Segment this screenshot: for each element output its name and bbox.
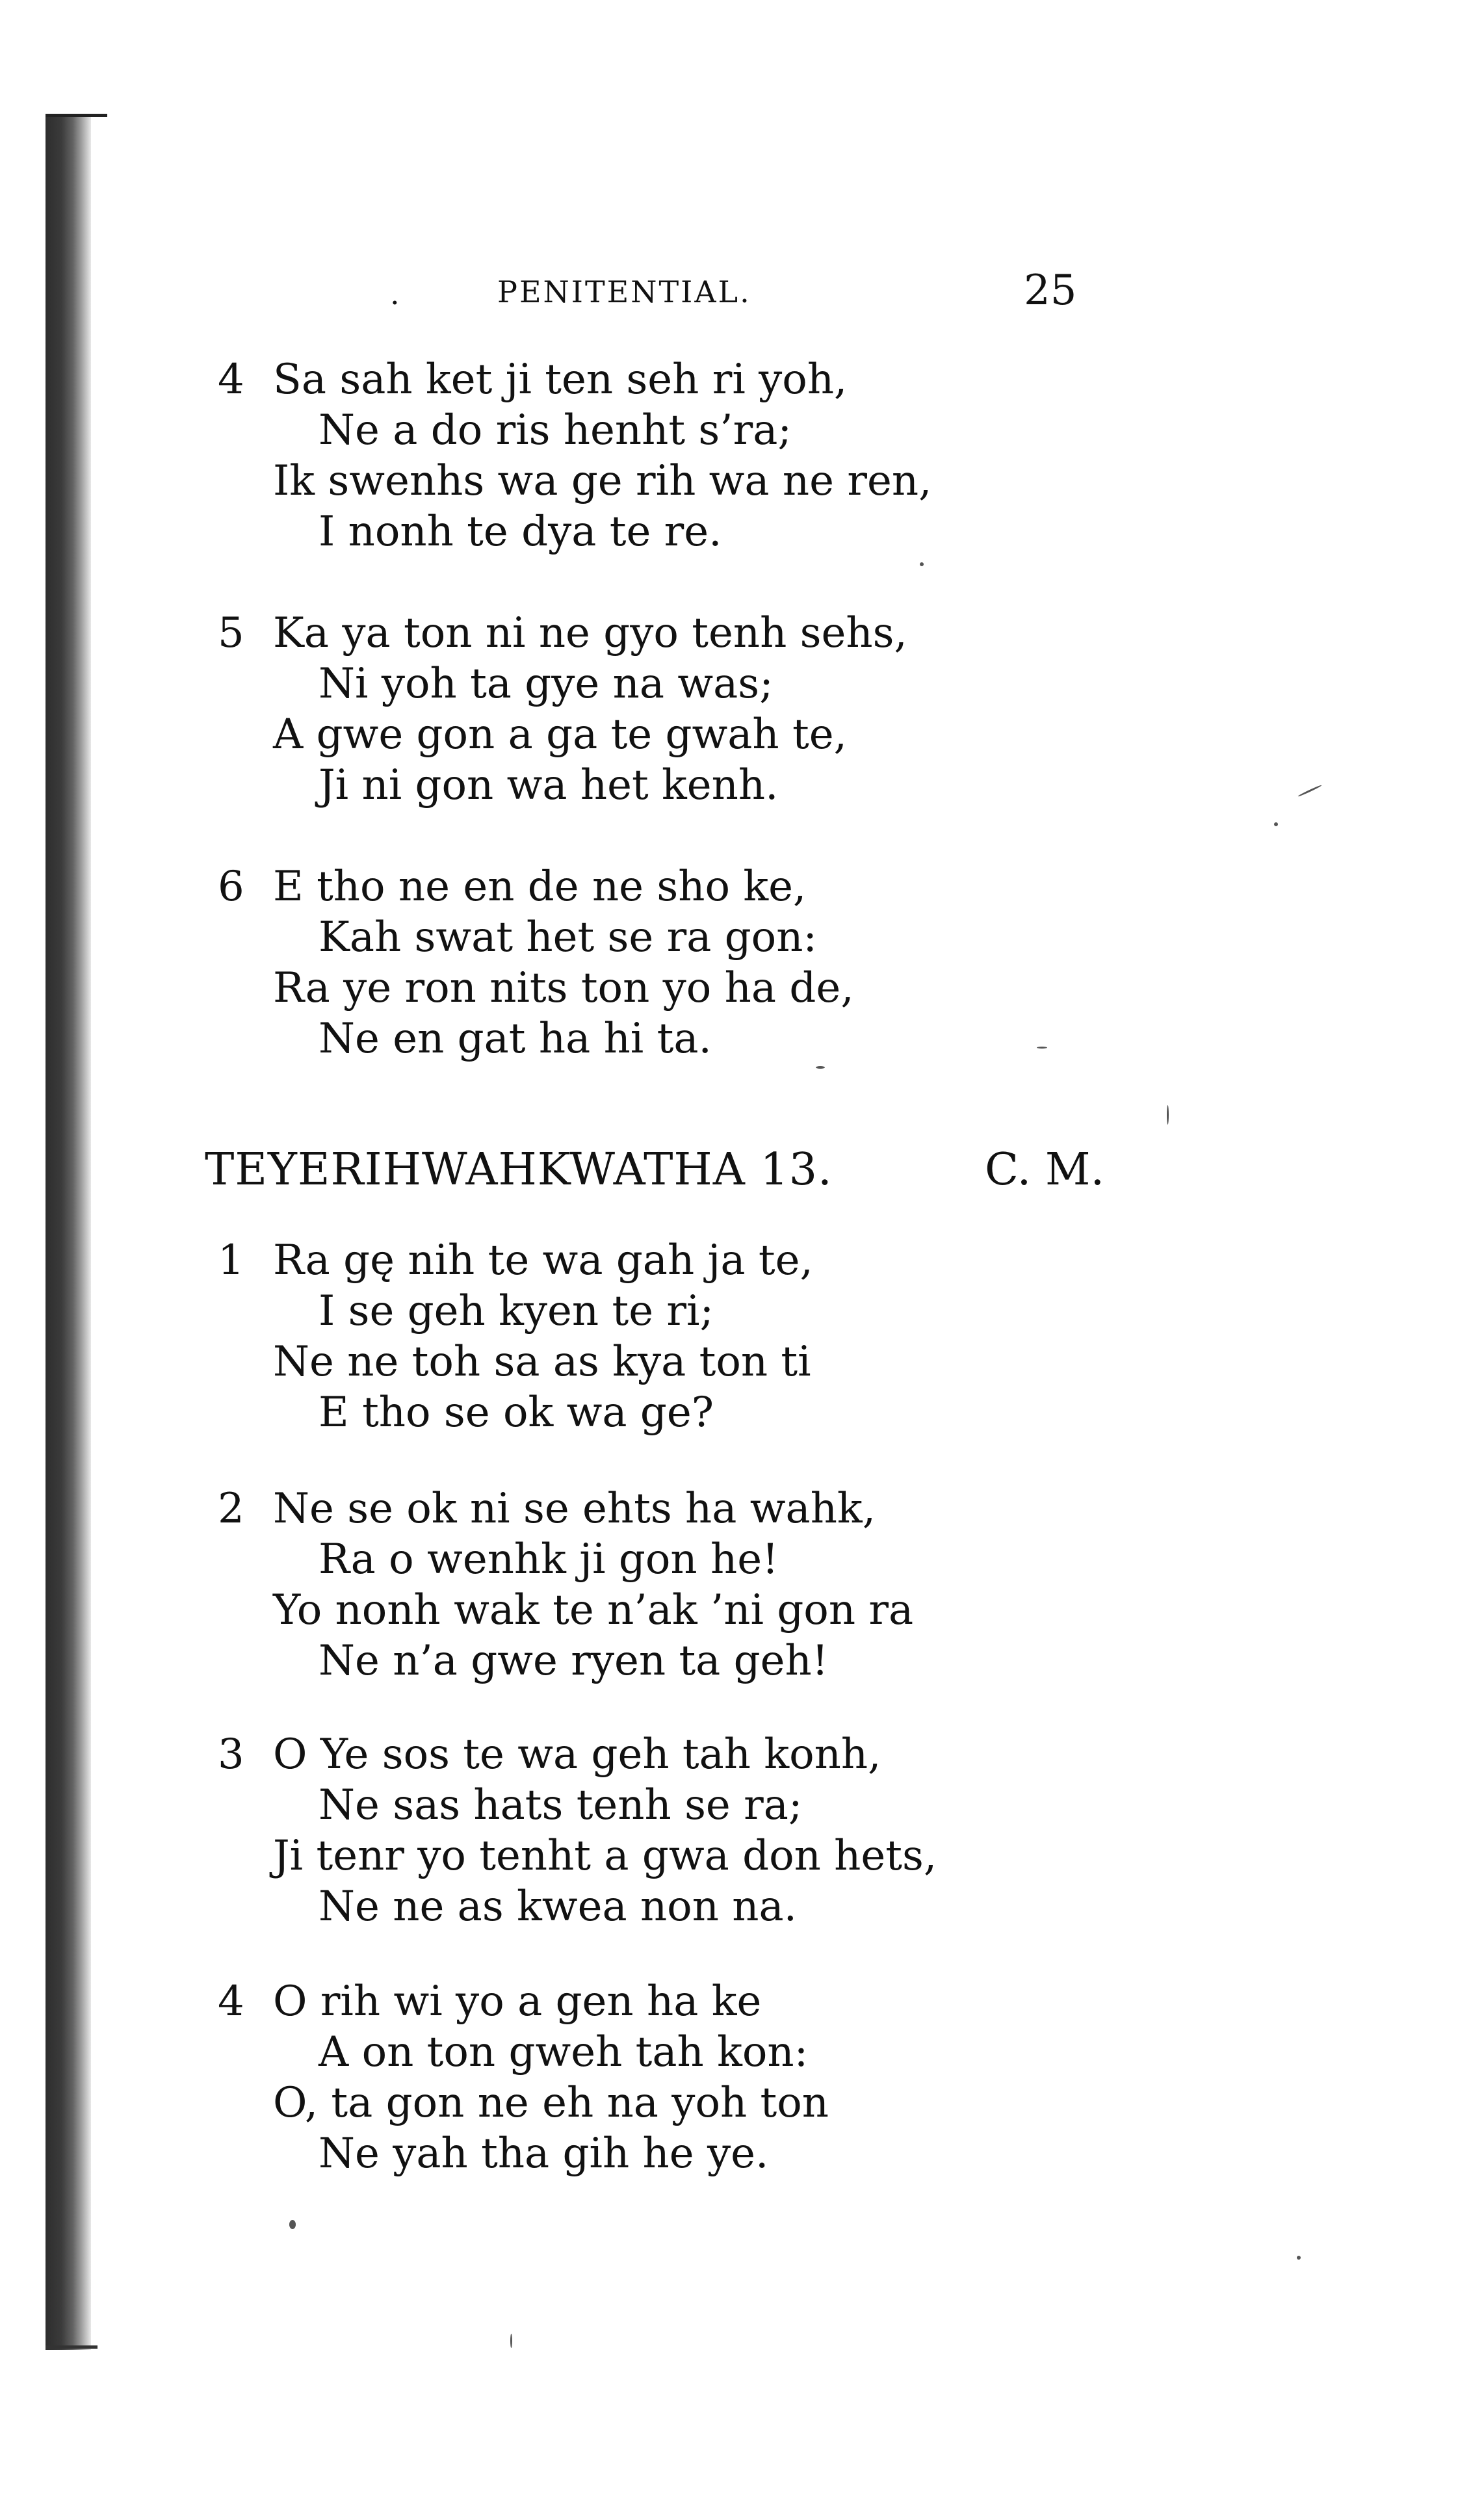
verse-line: E tho ne en de ne sho ke, bbox=[273, 863, 807, 911]
verse-line: Ne ne toh sa as kya ton ti bbox=[273, 1338, 811, 1386]
verse-line: Ka ya ton ni ne gyo tenh sehs, bbox=[273, 609, 907, 657]
spine-top-rule bbox=[46, 114, 107, 117]
verse-line: Ji tenr yo tenht a gwa don hets, bbox=[273, 1832, 937, 1880]
verse-line: A on ton gweh tah kon: bbox=[319, 2028, 809, 2076]
verse-line: O, ta gon ne eh na yoh ton bbox=[273, 2079, 829, 2127]
hymn-heading bbox=[205, 1141, 1115, 1199]
print-speck bbox=[1297, 785, 1322, 798]
stanza-number: 2 bbox=[218, 1485, 244, 1533]
header-bullet: . bbox=[390, 276, 400, 311]
print-speck bbox=[920, 562, 924, 566]
print-speck bbox=[1297, 2256, 1301, 2260]
verse-line: Ra o wenhk ji gon he! bbox=[319, 1535, 779, 1584]
verse-line: Ne sas hats tenh se ra; bbox=[319, 1781, 803, 1829]
hymn-title: TEYERIHWAHKWATHA 13. bbox=[205, 1144, 833, 1195]
stanza-number: 4 bbox=[218, 356, 244, 404]
verse-line: Ne en gat ha hi ta. bbox=[319, 1015, 712, 1063]
verse-line: Ji ni gon wa het kenh. bbox=[319, 761, 779, 809]
section-title: PENITENTIAL. bbox=[497, 274, 751, 309]
verse-line: Ne yah tha gih he ye. bbox=[319, 2130, 769, 2178]
stanza-number: 5 bbox=[218, 609, 244, 657]
book-spine-shadow bbox=[46, 114, 91, 2350]
verse-line: Sa sah ket ji ten seh ri yoh, bbox=[273, 356, 848, 404]
stanza-number: 4 bbox=[218, 1977, 244, 2026]
verse-line: O Ye sos te wa geh tah konh, bbox=[273, 1730, 881, 1779]
verse-line: Yo nonh wak te n’ak ’ni gon ra bbox=[273, 1586, 914, 1634]
print-speck bbox=[289, 2220, 296, 2229]
print-speck bbox=[1274, 822, 1278, 826]
verse-line: Ra gę nih te wa gah ja te, bbox=[273, 1236, 813, 1285]
spine-bottom-rule bbox=[46, 2345, 98, 2349]
verse-line: I se geh kyen te ri; bbox=[319, 1287, 714, 1335]
print-speck bbox=[1037, 1047, 1047, 1049]
verse-line: Ne ne as kwea non na. bbox=[319, 1883, 797, 1931]
verse-line: Kah swat het se ra gon: bbox=[319, 913, 817, 961]
verse-line: O rih wi yo a gen ha ke bbox=[273, 1977, 762, 2026]
verse-line: I nonh te dya te re. bbox=[319, 508, 722, 556]
verse-line: Ra ye ron nits ton yo ha de, bbox=[273, 964, 854, 1012]
verse-line: Ik swenhs wa ge rih wa ne ren, bbox=[273, 457, 932, 505]
verse-line: Ni yoh ta gye na was; bbox=[319, 660, 774, 708]
stanza-number: 6 bbox=[218, 863, 244, 911]
stanza-number: 3 bbox=[218, 1730, 244, 1779]
hymn-meter: C. M. bbox=[985, 1144, 1105, 1195]
verse-line: A gwe gon a ga te gwah te, bbox=[273, 711, 847, 759]
verse-line: Ne se ok ni se ehts ha wahk, bbox=[273, 1485, 876, 1533]
running-head bbox=[0, 267, 1484, 315]
print-speck bbox=[1167, 1105, 1169, 1125]
stanza-number: 1 bbox=[218, 1236, 244, 1285]
verse-line: Ne n’a gwe ryen ta geh! bbox=[319, 1637, 829, 1685]
print-speck bbox=[816, 1066, 825, 1069]
print-speck bbox=[510, 2334, 512, 2348]
verse-line: Ne a do ris henht s’ra; bbox=[319, 406, 792, 454]
verse-line: E tho se ok wa ge? bbox=[319, 1389, 714, 1437]
page-number: 25 bbox=[1024, 267, 1077, 315]
